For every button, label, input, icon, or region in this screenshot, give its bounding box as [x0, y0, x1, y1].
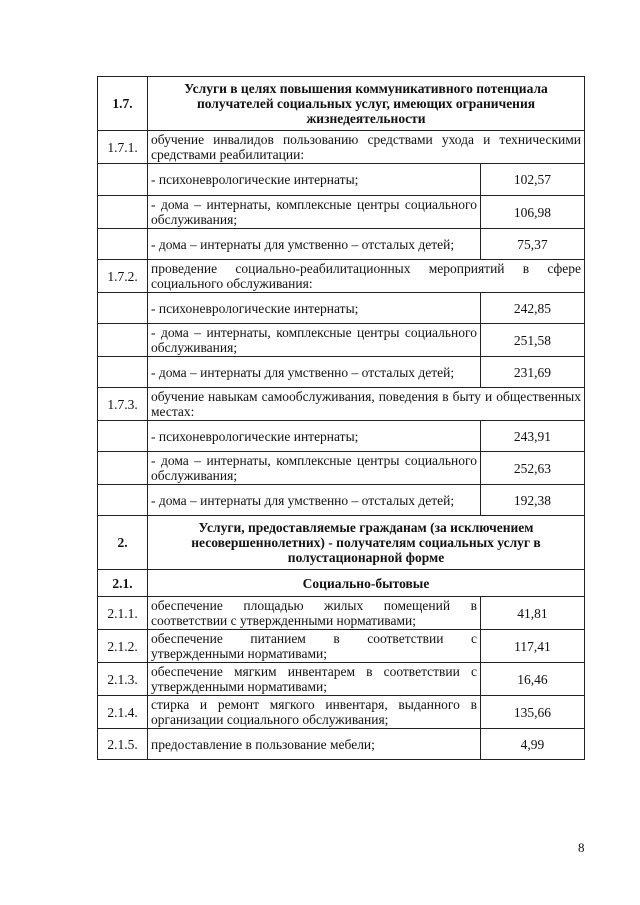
row-number	[98, 293, 148, 324]
price-value: 242,85	[480, 293, 584, 324]
table-row	[98, 164, 585, 196]
row-number: 2.1.4.	[98, 696, 148, 729]
price-value: 75,37	[480, 229, 584, 260]
row-number: 2.1.2.	[98, 630, 148, 663]
section-title: Услуги в целях повышения коммуникативного потенциала получателей социальных услуг, имеющих ограничения жизнедеятельности	[148, 77, 585, 131]
section-title: Социально-бытовые	[148, 570, 585, 597]
table-row	[98, 388, 585, 421]
table-row	[98, 663, 585, 696]
price-value: 192,38	[480, 485, 584, 516]
tariff-table	[97, 76, 585, 760]
row-number	[98, 324, 148, 357]
table-row	[98, 421, 585, 452]
row-number	[98, 196, 148, 229]
institution-type: - дома – интернаты, комплексные центры социального обслуживания;	[148, 324, 481, 357]
service-description: обеспечение питанием в соответствии с утвержденными нормативами;	[148, 630, 481, 663]
row-number	[98, 485, 148, 516]
service-description: стирка и ремонт мягкого инвентаря, выданного в организации социального обслуживания;	[148, 696, 481, 729]
price-value: 252,63	[480, 452, 584, 485]
row-number: 1.7.2.	[98, 260, 148, 293]
table-row	[98, 131, 585, 164]
institution-type: - дома – интернаты для умственно – отсталых детей;	[148, 229, 481, 260]
institution-type: - дома – интернаты для умственно – отсталых детей;	[148, 485, 481, 516]
price-value: 135,66	[480, 696, 584, 729]
row-number: 2.1.5.	[98, 729, 148, 760]
row-number	[98, 164, 148, 196]
table-row	[98, 452, 585, 485]
table-row	[98, 324, 585, 357]
service-description: обучение инвалидов пользованию средствами ухода и техническими средствами реабилитации:	[148, 131, 585, 164]
table-row	[98, 630, 585, 663]
table-row	[98, 77, 585, 131]
table-row	[98, 597, 585, 630]
table-row	[98, 485, 585, 516]
price-value: 41,81	[480, 597, 584, 630]
service-description: предоставление в пользование мебели;	[148, 729, 481, 760]
row-number: 2.	[98, 516, 148, 570]
table-row	[98, 696, 585, 729]
institution-type: - психоневрологические интернаты;	[148, 293, 481, 324]
price-value: 16,46	[480, 663, 584, 696]
price-value: 102,57	[480, 164, 584, 196]
table-row	[98, 357, 585, 388]
institution-type: - психоневрологические интернаты;	[148, 164, 481, 196]
service-description: проведение социально-реабилитационных мероприятий в сфере социального обслуживания:	[148, 260, 585, 293]
row-number: 2.1.1.	[98, 597, 148, 630]
price-value: 251,58	[480, 324, 584, 357]
row-number: 1.7.	[98, 77, 148, 131]
price-value: 106,98	[480, 196, 584, 229]
table-row	[98, 293, 585, 324]
service-description: обучение навыкам самообслуживания, поведения в быту и общественных местах:	[148, 388, 585, 421]
table-row	[98, 729, 585, 760]
price-value: 231,69	[480, 357, 584, 388]
price-value: 4,99	[480, 729, 584, 760]
page-number: 8	[578, 840, 585, 855]
row-number	[98, 452, 148, 485]
table-body	[98, 77, 585, 760]
row-number: 2.1.3.	[98, 663, 148, 696]
service-description: обеспечение мягким инвентарем в соответствии с утвержденными нормативами;	[148, 663, 481, 696]
row-number: 2.1.	[98, 570, 148, 597]
table-row	[98, 260, 585, 293]
price-value: 243,91	[480, 421, 584, 452]
row-number	[98, 229, 148, 260]
institution-type: - дома – интернаты, комплексные центры социального обслуживания;	[148, 452, 481, 485]
price-value: 117,41	[480, 630, 584, 663]
institution-type: - дома – интернаты, комплексные центры социального обслуживания;	[148, 196, 481, 229]
table-row	[98, 516, 585, 570]
institution-type: - психоневрологические интернаты;	[148, 421, 481, 452]
row-number	[98, 357, 148, 388]
service-description: обеспечение площадью жилых помещений в соответствии с утвержденными нормативами;	[148, 597, 481, 630]
row-number: 1.7.1.	[98, 131, 148, 164]
institution-type: - дома – интернаты для умственно – отсталых детей;	[148, 357, 481, 388]
table-row	[98, 229, 585, 260]
table-row	[98, 570, 585, 597]
section-title: Услуги, предоставляемые гражданам (за исключением несовершеннолетних) - получателям социальных услуг в полустационарной форме	[148, 516, 585, 570]
row-number	[98, 421, 148, 452]
table-row	[98, 196, 585, 229]
row-number: 1.7.3.	[98, 388, 148, 421]
